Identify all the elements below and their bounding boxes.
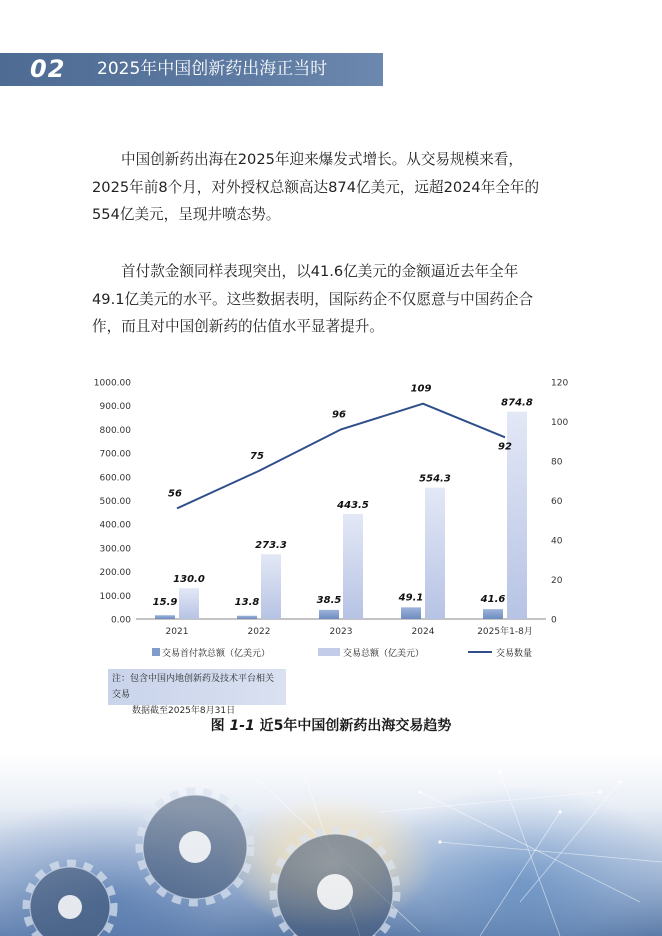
paragraph-line: 2025年前8个月，对外授权总额高达874亿美元，远超2024年全年的 xyxy=(92,178,540,196)
left-axis-tick-label: 0.00 xyxy=(110,615,131,626)
left-axis-tick-label: 500.00 xyxy=(99,497,131,507)
left-axis-tick-label: 100.00 xyxy=(99,591,131,602)
left-axis-tick-label: 800.00 xyxy=(99,425,131,436)
x-axis-tick-label: 2021 xyxy=(165,627,189,637)
paragraph-line: 作，而且对中国创新药的估值水平显著提升。 xyxy=(92,318,384,335)
total-bar xyxy=(343,514,363,619)
paragraph-line: 49.1亿美元的水平。这些数据表明，国际药企不仅愿意与中国药企合 xyxy=(92,290,534,308)
deal-count-data-label: 92 xyxy=(498,441,512,453)
upfront-data-label: 41.6 xyxy=(480,594,506,606)
caption-text: 近5年中国创新药出海交易趋势 xyxy=(254,718,452,734)
section-title: 2025年中国创新药出海正当时 xyxy=(97,59,328,79)
x-axis-tick-label: 2023 xyxy=(329,627,353,637)
total-data-label: 554.3 xyxy=(419,473,451,485)
right-axis-tick-label: 60 xyxy=(551,497,563,507)
paragraph-2 xyxy=(92,258,592,341)
paragraph-line: 首付款金额同样表现突出，以41.6亿美元的金额逼近去年全年 xyxy=(121,263,519,280)
right-axis-tick-label: 40 xyxy=(551,536,563,547)
legend-swatch-total xyxy=(318,648,340,656)
total-bar xyxy=(261,554,281,619)
left-axis-tick-label: 300.00 xyxy=(99,544,131,555)
deal-count-data-label: 56 xyxy=(168,488,182,500)
left-axis-tick-label: 700.00 xyxy=(99,449,131,460)
legend-swatch-upfront xyxy=(152,648,160,656)
x-axis-tick-label: 2025年1-8月 xyxy=(477,627,533,637)
note-line: 数据截至2025年8月31日 xyxy=(132,706,236,716)
total-bar xyxy=(179,588,199,619)
paragraph-1 xyxy=(92,146,592,229)
caption-number: 1-1 xyxy=(229,718,255,734)
chart-note xyxy=(108,669,286,716)
upfront-bar xyxy=(237,616,257,619)
upfront-data-label: 49.1 xyxy=(398,592,424,604)
caption-prefix: 图 xyxy=(210,718,230,734)
left-axis-tick-label: 1000.00 xyxy=(93,378,131,389)
x-axis-tick-label: 2024 xyxy=(411,627,435,637)
left-axis-tick-label: 900.00 xyxy=(99,402,131,413)
note-line: 注：包含中国内地创新药及技术平台相关交易 xyxy=(112,674,275,700)
left-axis-tick-label: 400.00 xyxy=(99,520,131,531)
total-data-label: 130.0 xyxy=(173,574,205,586)
upfront-data-label: 38.5 xyxy=(316,594,342,606)
left-axis-tick-label: 600.00 xyxy=(99,473,131,484)
legend-label-upfront: 交易首付款总额（亿美元） xyxy=(162,649,271,659)
figure-caption xyxy=(0,715,662,735)
total-data-label: 874.8 xyxy=(501,397,533,409)
legend-label-count: 交易数量 xyxy=(496,649,533,659)
paragraph-line: 554亿美元，呈现井喷态势。 xyxy=(92,206,281,223)
left-axis-tick-label: 200.00 xyxy=(99,568,131,579)
deal-count-data-label: 75 xyxy=(250,450,264,462)
upfront-bar xyxy=(401,607,421,619)
gears-icon xyxy=(0,752,662,936)
upfront-bar xyxy=(483,609,503,619)
legend-label-total: 交易总额（亿美元） xyxy=(343,649,425,659)
upfront-bar xyxy=(319,610,339,619)
paragraph-line: 中国创新药出海在2025年迎来爆发式增长。从交易规模来看， xyxy=(121,151,523,168)
total-bar xyxy=(425,488,445,619)
right-axis-tick-label: 120 xyxy=(551,378,569,389)
total-data-label: 273.3 xyxy=(255,540,287,552)
right-axis-tick-label: 100 xyxy=(551,418,569,428)
x-axis-tick-label: 2022 xyxy=(247,627,271,637)
right-axis-tick-label: 0 xyxy=(551,615,557,626)
decorative-gears-background xyxy=(0,752,662,936)
upfront-data-label: 15.9 xyxy=(152,597,178,608)
upfront-data-label: 13.8 xyxy=(234,597,260,608)
deal-count-data-label: 109 xyxy=(410,383,432,395)
deal-trend-chart xyxy=(0,360,662,670)
right-axis-tick-label: 20 xyxy=(551,576,563,586)
section-number: 02 xyxy=(30,55,66,83)
total-data-label: 443.5 xyxy=(337,499,369,511)
deal-count-data-label: 96 xyxy=(332,409,346,421)
right-axis-tick-label: 80 xyxy=(551,457,563,468)
upfront-bar xyxy=(155,615,175,619)
